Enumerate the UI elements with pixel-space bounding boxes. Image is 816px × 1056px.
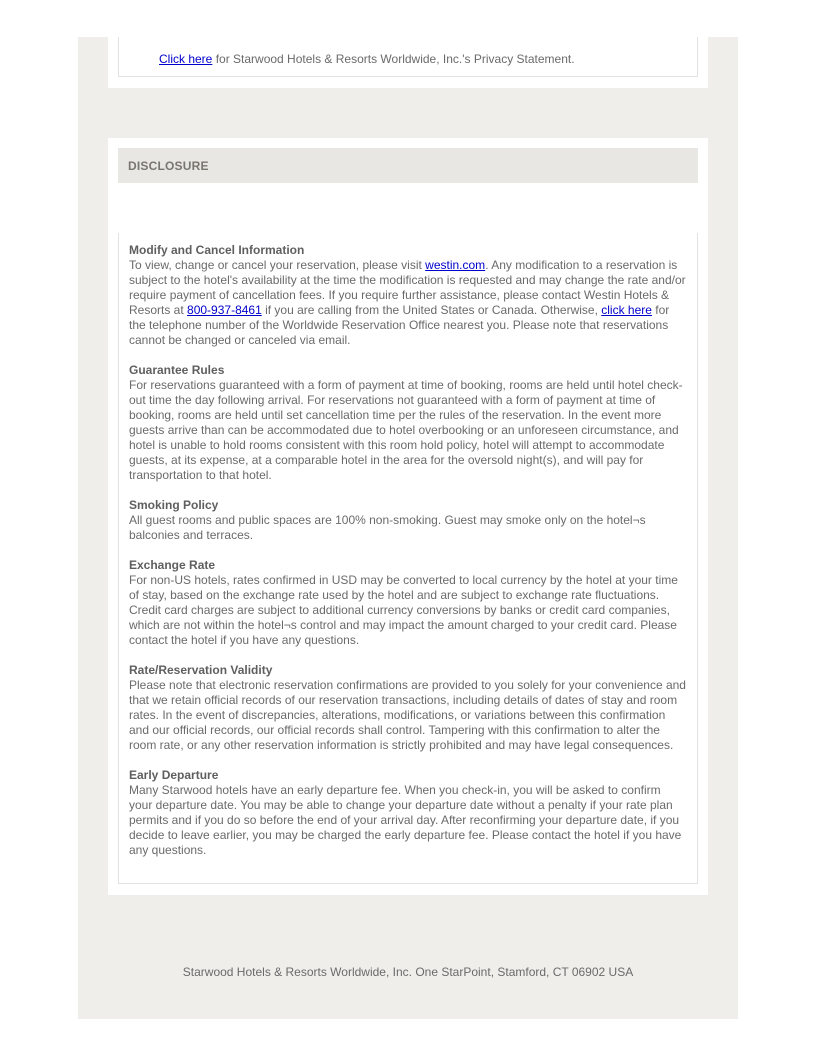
section-title: Guarantee Rules: [129, 363, 225, 377]
section-title: Modify and Cancel Information: [129, 243, 305, 257]
section-title: Rate/Reservation Validity: [129, 663, 273, 677]
section-modify-cancel: [129, 243, 687, 348]
text-run: for the telephone number of the Worldwide Reservation Office nearest you. Please note that reservations cannot be changed or canceled via email.: [129, 303, 670, 347]
section-early-departure: [129, 768, 687, 858]
privacy-statement: [159, 52, 575, 67]
privacy-card: [108, 37, 708, 88]
section-body: Many Starwood hotels have an early departure fee. When you check-in, you will be asked to confirm your departure date. You may be able to change your departure date without a penalty if your rate plan permits and if you do so before the end of your arrival day. After reconfirming your departure date, if you decide to leave earlier, you may be charged the early departure fee. Please contact the hotel if you have any questions.: [129, 783, 682, 857]
text-run: if you are calling from the United States or Canada. Otherwise,: [261, 303, 602, 317]
worldwide-office-link[interactable]: click here: [601, 303, 652, 317]
disclosure-card: [108, 138, 708, 895]
disclosure-sections: [129, 243, 687, 873]
section-rate-validity: [129, 663, 687, 753]
section-body: [129, 258, 687, 348]
section-body: For non-US hotels, rates confirmed in USD may be converted to local currency by the hotel at your time of stay, based on the exchange rate used by the hotel and are subject to exchange rate fluctuations. Credit card charges are subject to additional currency conversions by banks or credit card companies, which are not within the hotel¬s control and may impact the amount charged to your credit card. Please contact the hotel if you have any questions.: [129, 573, 678, 647]
footer-address: Starwood Hotels & Resorts Worldwide, Inc. One StarPoint, Stamford, CT 06902 USA: [182, 965, 634, 979]
section-exchange-rate: [129, 558, 687, 648]
disclosure-title: DISCLOSURE: [128, 159, 209, 173]
disclosure-header: [118, 148, 698, 183]
section-smoking-policy: [129, 498, 687, 543]
section-title: Exchange Rate: [129, 558, 216, 572]
phone-link[interactable]: 800-937-8461: [187, 303, 262, 317]
westin-link[interactable]: westin.com: [425, 258, 486, 272]
section-title: Early Departure: [129, 768, 219, 782]
section-body: Please note that electronic reservation confirmations are provided to you solely for your convenience and that we retain official records of our reservation transactions, including details of dates of stay and room rates. In the event of discrepancies, alterations, modifications, or variations between this confirmation and our official records, our official records shall control. Tampering with this confirmation to alter the room rate, or any other reservation information is strictly prohibited and may have legal consequences.: [129, 678, 686, 752]
text-run: . Any modification to a reservation is subject to the hotel's availability at the time the modification is requested and may change the rate and/or require payment of cancellation fees. If you require further assistance, please contact Westin Hotels & Resorts at: [129, 258, 686, 317]
privacy-text: for Starwood Hotels & Resorts Worldwide, Inc.'s Privacy Statement.: [212, 52, 575, 66]
disclosure-body: [118, 233, 698, 884]
privacy-link[interactable]: Click here: [159, 52, 213, 66]
section-body: For reservations guaranteed with a form of payment at time of booking, rooms are held until hotel check-out time the day following arrival. For reservations not guaranteed with a form of payment at time of booking, rooms are held until set cancellation time per the rules of the reservation. In the event more guests arrive than can be accommodated due to hotel overbooking or an unforeseen circumstance, and hotel is unable to hold rooms consistent with this room hold policy, hotel will attempt to accommodate guests, at its expense, at a comparable hotel in the area for the oversold night(s), and will pay for transportation to that hotel.: [129, 378, 683, 482]
email-background: [78, 37, 738, 1019]
text-run: To view, change or cancel your reservation, please visit: [129, 258, 426, 272]
section-body: All guest rooms and public spaces are 100% non-smoking. Guest may smoke only on the hotel¬s balconies and terraces.: [129, 513, 646, 542]
section-guarantee-rules: [129, 363, 687, 483]
section-title: Smoking Policy: [129, 498, 219, 512]
